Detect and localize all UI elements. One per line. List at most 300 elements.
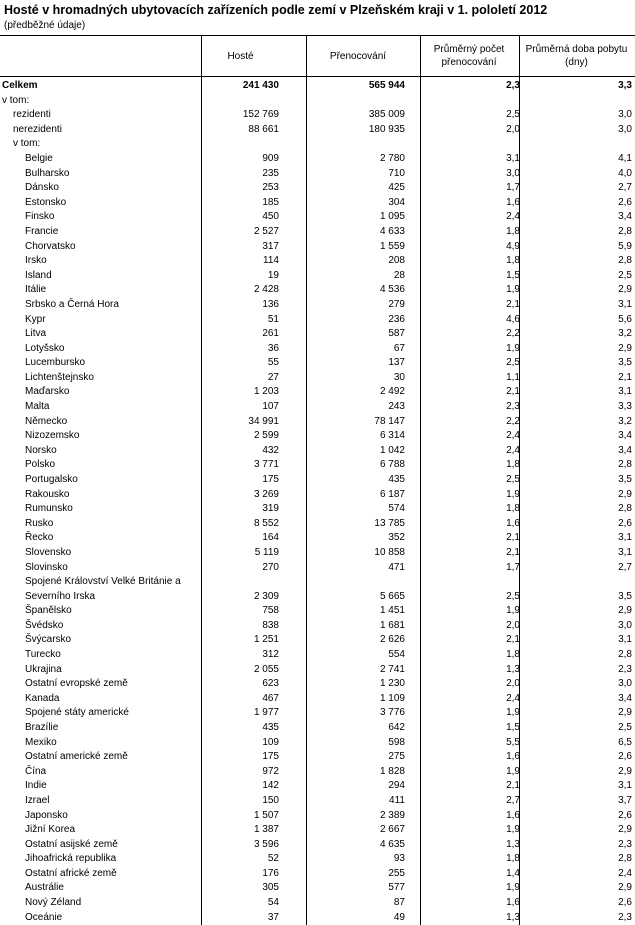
cell-guests: 27 bbox=[267, 371, 279, 383]
cell-avg-stay: 2,1 bbox=[618, 371, 632, 383]
cell-avg-stay: 3,1 bbox=[618, 780, 632, 792]
cell-avg-nights: 1,8 bbox=[506, 503, 520, 515]
cell-nights: 49 bbox=[393, 911, 405, 923]
cell-nights: 1 559 bbox=[379, 240, 405, 252]
cell-nights: 6 314 bbox=[379, 430, 405, 442]
cell-guests: 176 bbox=[262, 867, 279, 879]
cell-avg-stay: 3,0 bbox=[618, 619, 632, 631]
cell-nights: 2 780 bbox=[379, 152, 405, 164]
row-label: Čína bbox=[25, 765, 47, 777]
cell-nights: 275 bbox=[388, 751, 405, 763]
cell-avg-stay: 3,3 bbox=[618, 401, 632, 413]
cell-guests: 1 977 bbox=[253, 707, 279, 719]
cell-guests: 450 bbox=[262, 211, 279, 223]
table-row bbox=[0, 458, 635, 473]
cell-avg-nights: 2,0 bbox=[506, 123, 520, 135]
cell-avg-nights: 1,9 bbox=[506, 342, 520, 354]
cell-guests: 51 bbox=[267, 313, 279, 325]
cell-guests: 37 bbox=[267, 911, 279, 923]
row-label: Spojené Království Velké Británie a Severního Irska bbox=[25, 576, 181, 602]
cell-avg-nights: 2,7 bbox=[506, 794, 520, 806]
cell-guests: 1 203 bbox=[253, 386, 279, 398]
table-row bbox=[0, 779, 635, 794]
cell-nights: 137 bbox=[388, 357, 405, 369]
cell-guests: 972 bbox=[262, 765, 279, 777]
cell-guests: 5 119 bbox=[254, 547, 279, 558]
table-row bbox=[0, 196, 635, 211]
row-label: Irsko bbox=[25, 255, 47, 267]
cell-avg-nights: 2,0 bbox=[506, 619, 520, 631]
table-row bbox=[0, 852, 635, 867]
cell-avg-stay: 2,6 bbox=[618, 751, 632, 763]
cell-avg-stay: 6,5 bbox=[618, 736, 632, 748]
cell-guests: 312 bbox=[262, 648, 279, 660]
cell-avg-nights: 1,6 bbox=[506, 751, 520, 763]
row-label: Kanada bbox=[25, 692, 60, 704]
cell-guests: 150 bbox=[262, 794, 279, 806]
cell-avg-stay: 4,0 bbox=[618, 167, 632, 179]
row-label: Slovensko bbox=[25, 547, 72, 558]
cell-nights: 6 187 bbox=[379, 488, 405, 500]
cell-guests: 175 bbox=[262, 474, 279, 486]
cell-nights: 180 935 bbox=[368, 123, 405, 135]
cell-avg-nights: 1,9 bbox=[506, 707, 520, 719]
cell-avg-stay: 3,0 bbox=[618, 123, 632, 135]
row-label: Portugalsko bbox=[25, 474, 78, 486]
cell-nights: 13 785 bbox=[374, 517, 405, 529]
header-guests: Hosté bbox=[227, 50, 254, 62]
cell-avg-nights: 2,1 bbox=[506, 298, 520, 310]
cell-guests: 19 bbox=[267, 269, 279, 281]
cell-guests: 319 bbox=[262, 503, 279, 515]
table-row bbox=[0, 415, 635, 430]
cell-avg-nights: 1,9 bbox=[506, 488, 520, 500]
cell-avg-nights: 1,7 bbox=[506, 182, 520, 194]
cell-avg-nights: 1,8 bbox=[506, 459, 520, 471]
cell-nights: 471 bbox=[388, 561, 405, 573]
row-label: Německo bbox=[25, 415, 68, 427]
row-label: Jižní Korea bbox=[25, 824, 76, 836]
row-label: Brazílie bbox=[25, 721, 59, 733]
row-label: Rusko bbox=[25, 517, 54, 529]
table-row bbox=[0, 692, 635, 707]
row-label: Polsko bbox=[25, 459, 56, 471]
cell-avg-nights: 2,2 bbox=[506, 415, 520, 427]
cell-nights: 236 bbox=[388, 313, 405, 325]
cell-guests: 2 055 bbox=[253, 663, 279, 675]
cell-avg-stay: 2,3 bbox=[618, 911, 632, 923]
cell-guests: 88 661 bbox=[248, 123, 279, 135]
table-subtitle: (předběžné údaje) bbox=[4, 20, 86, 31]
cell-avg-nights: 2,3 bbox=[506, 401, 520, 413]
cell-nights: 1 230 bbox=[379, 678, 405, 690]
cell-avg-nights: 2,5 bbox=[506, 590, 520, 602]
table-row bbox=[0, 706, 635, 721]
row-label: Kypr bbox=[25, 313, 46, 325]
cell-nights: 1 451 bbox=[379, 605, 405, 617]
row-label: Švýcarsko bbox=[25, 634, 72, 646]
row-label: v tom: bbox=[2, 94, 30, 106]
cell-guests: 34 991 bbox=[248, 415, 279, 427]
cell-guests: 1 507 bbox=[253, 809, 279, 821]
cell-nights: 385 009 bbox=[368, 109, 405, 121]
cell-avg-nights: 2,4 bbox=[506, 430, 520, 442]
cell-guests: 2 309 bbox=[253, 590, 279, 602]
cell-guests: 175 bbox=[262, 751, 279, 763]
cell-guests: 253 bbox=[262, 182, 279, 194]
cell-avg-stay: 2,8 bbox=[618, 503, 632, 515]
cell-nights: 411 bbox=[389, 794, 405, 806]
cell-nights: 4 635 bbox=[379, 838, 405, 850]
cell-avg-stay: 3,4 bbox=[618, 444, 632, 456]
table-row bbox=[0, 400, 635, 415]
row-label: Indie bbox=[25, 780, 47, 792]
cell-avg-stay: 2,5 bbox=[618, 721, 632, 733]
table-row bbox=[0, 79, 635, 94]
cell-avg-stay: 2,3 bbox=[618, 663, 632, 675]
row-label: Lichtenštejnsko bbox=[25, 371, 94, 383]
cell-nights: 2 667 bbox=[379, 824, 405, 836]
cell-avg-nights: 5,5 bbox=[506, 736, 520, 748]
cell-nights: 352 bbox=[388, 532, 405, 544]
cell-guests: 270 bbox=[262, 561, 279, 573]
table-row bbox=[0, 94, 635, 109]
table-header bbox=[0, 35, 635, 77]
cell-avg-nights: 1,9 bbox=[506, 824, 520, 836]
cell-avg-stay: 3,1 bbox=[618, 634, 632, 646]
table-row bbox=[0, 269, 635, 284]
cell-avg-stay: 2,8 bbox=[618, 225, 632, 237]
cell-guests: 305 bbox=[262, 882, 279, 894]
cell-avg-nights: 1,8 bbox=[506, 853, 520, 865]
table-row bbox=[0, 473, 635, 488]
cell-nights: 2 492 bbox=[379, 386, 405, 398]
cell-guests: 909 bbox=[262, 152, 279, 164]
table-row bbox=[0, 240, 635, 255]
cell-guests: 3 771 bbox=[253, 459, 279, 471]
cell-avg-nights: 1,8 bbox=[506, 255, 520, 267]
table-row bbox=[0, 152, 635, 167]
row-label: Maďarsko bbox=[25, 386, 70, 398]
table-row bbox=[0, 356, 635, 371]
cell-guests: 54 bbox=[267, 897, 279, 909]
table-row bbox=[0, 123, 635, 138]
row-label: Celkem bbox=[2, 80, 38, 91]
cell-avg-stay: 3,1 bbox=[618, 532, 632, 544]
cell-nights: 710 bbox=[388, 167, 405, 179]
row-label: Španělsko bbox=[25, 605, 72, 617]
cell-avg-nights: 1,5 bbox=[506, 721, 520, 733]
cell-avg-nights: 1,3 bbox=[506, 663, 520, 675]
cell-avg-stay: 2,8 bbox=[618, 853, 632, 865]
table-row bbox=[0, 838, 635, 853]
row-label: Island bbox=[25, 269, 52, 281]
cell-nights: 294 bbox=[388, 780, 405, 792]
cell-guests: 36 bbox=[267, 342, 279, 354]
table-row bbox=[0, 429, 635, 444]
table-row bbox=[0, 181, 635, 196]
table-row bbox=[0, 721, 635, 736]
table-row bbox=[0, 575, 635, 604]
cell-guests: 435 bbox=[262, 721, 279, 733]
cell-guests: 142 bbox=[262, 780, 279, 792]
cell-nights: 2 741 bbox=[379, 663, 405, 675]
cell-avg-nights: 4,6 bbox=[506, 313, 520, 325]
cell-guests: 1 251 bbox=[253, 634, 279, 646]
cell-avg-nights: 1,9 bbox=[506, 284, 520, 296]
cell-guests: 3 269 bbox=[253, 488, 279, 500]
table-row bbox=[0, 809, 635, 824]
header-avg-nights: Průměrný počet přenocování bbox=[433, 44, 505, 68]
row-label: Itálie bbox=[25, 284, 47, 296]
row-label: Austrálie bbox=[25, 882, 64, 894]
cell-avg-stay: 5,6 bbox=[618, 313, 632, 325]
cell-nights: 598 bbox=[388, 736, 405, 748]
cell-avg-stay: 2,9 bbox=[618, 707, 632, 719]
table-row bbox=[0, 531, 635, 546]
table-title: Hosté v hromadných ubytovacích zařízeních podle zemí v Plzeňském kraji v 1. pololetí 2012 bbox=[4, 3, 548, 17]
cell-guests: 317 bbox=[262, 240, 279, 252]
cell-avg-stay: 2,7 bbox=[618, 561, 632, 573]
cell-nights: 304 bbox=[388, 196, 405, 208]
cell-nights: 93 bbox=[393, 853, 405, 865]
cell-avg-stay: 2,4 bbox=[618, 867, 632, 879]
cell-avg-nights: 1,8 bbox=[506, 225, 520, 237]
cell-avg-nights: 3,0 bbox=[506, 167, 520, 179]
cell-guests: 52 bbox=[267, 853, 279, 865]
cell-guests: 185 bbox=[262, 196, 279, 208]
cell-avg-stay: 3,1 bbox=[618, 386, 632, 398]
cell-avg-nights: 1,3 bbox=[506, 838, 520, 850]
cell-avg-nights: 1,3 bbox=[506, 911, 520, 923]
cell-avg-stay: 2,6 bbox=[618, 196, 632, 208]
cell-avg-stay: 2,6 bbox=[618, 517, 632, 529]
cell-avg-nights: 2,4 bbox=[506, 211, 520, 223]
row-label: Rakousko bbox=[25, 488, 70, 500]
cell-nights: 208 bbox=[388, 255, 405, 267]
cell-avg-nights: 1,6 bbox=[506, 196, 520, 208]
row-label: Malta bbox=[25, 401, 50, 413]
cell-nights: 30 bbox=[393, 371, 405, 383]
cell-guests: 114 bbox=[263, 255, 279, 267]
row-label: rezidenti bbox=[13, 109, 51, 121]
cell-avg-stay: 5,9 bbox=[618, 240, 632, 252]
table-row bbox=[0, 488, 635, 503]
cell-avg-stay: 3,4 bbox=[618, 211, 632, 223]
row-label: Spojené státy americké bbox=[25, 707, 129, 719]
row-label: Srbsko a Černá Hora bbox=[25, 298, 119, 310]
row-label: Ostatní evropské země bbox=[25, 678, 128, 690]
cell-avg-nights: 2,1 bbox=[506, 780, 520, 792]
cell-nights: 87 bbox=[393, 897, 405, 909]
row-label: Turecko bbox=[25, 648, 61, 660]
cell-avg-nights: 4,9 bbox=[506, 240, 520, 252]
cell-avg-stay: 3,5 bbox=[618, 357, 632, 369]
cell-nights: 1 109 bbox=[379, 692, 405, 704]
cell-avg-nights: 2,1 bbox=[506, 532, 520, 544]
cell-avg-nights: 1,6 bbox=[506, 897, 520, 909]
table-row bbox=[0, 385, 635, 400]
table-row bbox=[0, 298, 635, 313]
cell-guests: 758 bbox=[262, 605, 279, 617]
row-label: Nový Zéland bbox=[25, 897, 82, 909]
cell-nights: 1 828 bbox=[379, 765, 405, 777]
table-row bbox=[0, 546, 635, 561]
table-row bbox=[0, 911, 635, 925]
cell-avg-nights: 1,5 bbox=[506, 269, 520, 281]
cell-avg-stay: 3,7 bbox=[618, 794, 632, 806]
table-row bbox=[0, 619, 635, 634]
cell-avg-nights: 2,5 bbox=[506, 357, 520, 369]
cell-avg-stay: 2,9 bbox=[618, 342, 632, 354]
cell-nights: 6 788 bbox=[379, 459, 405, 471]
cell-avg-stay: 3,1 bbox=[618, 298, 632, 310]
cell-avg-stay: 2,8 bbox=[618, 255, 632, 267]
table-row bbox=[0, 167, 635, 182]
table-body bbox=[0, 79, 635, 925]
cell-nights: 78 147 bbox=[374, 415, 405, 427]
cell-avg-stay: 2,9 bbox=[618, 488, 632, 500]
row-label: Japonsko bbox=[25, 809, 68, 821]
cell-avg-stay: 2,9 bbox=[618, 605, 632, 617]
row-label: Dánsko bbox=[25, 182, 59, 194]
cell-guests: 432 bbox=[262, 444, 279, 456]
row-label: Mexiko bbox=[25, 736, 57, 748]
cell-avg-stay: 3,4 bbox=[618, 692, 632, 704]
cell-avg-nights: 1,6 bbox=[506, 517, 520, 529]
row-label: Nizozemsko bbox=[25, 430, 80, 442]
table-row bbox=[0, 283, 635, 298]
cell-nights: 574 bbox=[388, 503, 405, 515]
cell-guests: 838 bbox=[262, 619, 279, 631]
cell-nights: 1 095 bbox=[379, 211, 405, 223]
cell-nights: 4 536 bbox=[379, 284, 405, 296]
cell-avg-stay: 3,3 bbox=[618, 80, 632, 91]
cell-nights: 565 944 bbox=[368, 80, 405, 91]
cell-guests: 467 bbox=[262, 692, 279, 704]
row-label: Ukrajina bbox=[25, 663, 62, 675]
table-row bbox=[0, 517, 635, 532]
row-label: Rumunsko bbox=[25, 503, 73, 515]
cell-avg-nights: 1,6 bbox=[506, 809, 520, 821]
cell-guests: 241 430 bbox=[242, 80, 279, 91]
cell-guests: 3 596 bbox=[253, 838, 279, 850]
cell-nights: 255 bbox=[388, 867, 405, 879]
cell-nights: 2 389 bbox=[379, 809, 405, 821]
row-label: Švédsko bbox=[25, 619, 64, 631]
cell-guests: 2 428 bbox=[253, 284, 279, 296]
cell-guests: 261 bbox=[262, 328, 279, 340]
cell-avg-stay: 2,6 bbox=[618, 897, 632, 909]
cell-avg-stay: 2,9 bbox=[618, 284, 632, 296]
table-row bbox=[0, 750, 635, 765]
row-label: Izrael bbox=[25, 794, 50, 806]
cell-avg-nights: 1,9 bbox=[506, 882, 520, 894]
row-label: Slovinsko bbox=[25, 561, 68, 573]
table-row bbox=[0, 108, 635, 123]
row-label: Ostatní africké země bbox=[25, 867, 117, 879]
table-row bbox=[0, 663, 635, 678]
table-row bbox=[0, 765, 635, 780]
cell-avg-stay: 2,9 bbox=[618, 824, 632, 836]
cell-guests: 136 bbox=[262, 298, 279, 310]
cell-avg-stay: 2,3 bbox=[618, 838, 632, 850]
row-label: v tom: bbox=[13, 138, 41, 150]
table-row bbox=[0, 561, 635, 576]
cell-avg-nights: 2,1 bbox=[506, 547, 520, 558]
cell-avg-stay: 3,0 bbox=[618, 678, 632, 690]
cell-nights: 577 bbox=[388, 882, 405, 894]
table-row bbox=[0, 342, 635, 357]
cell-nights: 2 626 bbox=[379, 634, 405, 646]
cell-nights: 642 bbox=[388, 721, 405, 733]
row-label: Ostatní americké země bbox=[25, 751, 128, 763]
cell-nights: 1 042 bbox=[379, 444, 405, 456]
cell-avg-stay: 3,4 bbox=[618, 430, 632, 442]
cell-avg-nights: 3,1 bbox=[506, 152, 520, 164]
cell-nights: 554 bbox=[388, 648, 405, 660]
cell-avg-nights: 2,3 bbox=[506, 80, 520, 91]
cell-nights: 279 bbox=[388, 298, 405, 310]
cell-avg-nights: 2,1 bbox=[506, 634, 520, 646]
row-label: Lucembursko bbox=[25, 357, 86, 369]
cell-avg-stay: 2,8 bbox=[618, 648, 632, 660]
cell-avg-stay: 2,9 bbox=[618, 882, 632, 894]
row-label: Oceánie bbox=[25, 911, 63, 923]
cell-avg-stay: 2,7 bbox=[618, 182, 632, 194]
cell-avg-nights: 2,4 bbox=[506, 692, 520, 704]
table-row bbox=[0, 327, 635, 342]
cell-guests: 164 bbox=[262, 532, 279, 544]
cell-avg-nights: 2,5 bbox=[506, 109, 520, 121]
cell-guests: 2 527 bbox=[253, 225, 279, 237]
cell-avg-nights: 2,4 bbox=[506, 444, 520, 456]
cell-nights: 5 665 bbox=[379, 590, 405, 602]
row-label: Litva bbox=[25, 328, 47, 340]
table-row bbox=[0, 794, 635, 809]
table-row bbox=[0, 137, 635, 152]
cell-avg-nights: 2,2 bbox=[506, 328, 520, 340]
table-row bbox=[0, 648, 635, 663]
cell-nights: 67 bbox=[393, 342, 405, 354]
cell-nights: 435 bbox=[388, 474, 405, 486]
cell-avg-nights: 1,8 bbox=[506, 648, 520, 660]
table-row bbox=[0, 444, 635, 459]
row-label: Estonsko bbox=[25, 196, 67, 208]
table-row bbox=[0, 633, 635, 648]
row-label: Finsko bbox=[25, 211, 55, 223]
cell-avg-nights: 1,9 bbox=[506, 605, 520, 617]
cell-avg-stay: 3,5 bbox=[618, 474, 632, 486]
cell-guests: 2 599 bbox=[253, 430, 279, 442]
table-row bbox=[0, 210, 635, 225]
table-row bbox=[0, 225, 635, 240]
cell-avg-nights: 2,0 bbox=[506, 678, 520, 690]
cell-avg-stay: 2,5 bbox=[618, 269, 632, 281]
table-row bbox=[0, 823, 635, 838]
cell-avg-nights: 1,1 bbox=[506, 371, 520, 383]
cell-guests: 107 bbox=[262, 401, 279, 413]
cell-guests: 8 552 bbox=[253, 517, 279, 529]
cell-guests: 55 bbox=[267, 357, 279, 369]
cell-guests: 109 bbox=[262, 736, 279, 748]
cell-nights: 28 bbox=[393, 269, 405, 281]
cell-avg-stay: 2,8 bbox=[618, 459, 632, 471]
row-label: Francie bbox=[25, 225, 59, 237]
cell-avg-stay: 2,6 bbox=[618, 809, 632, 821]
cell-nights: 3 776 bbox=[379, 707, 405, 719]
cell-avg-stay: 3,2 bbox=[618, 328, 632, 340]
